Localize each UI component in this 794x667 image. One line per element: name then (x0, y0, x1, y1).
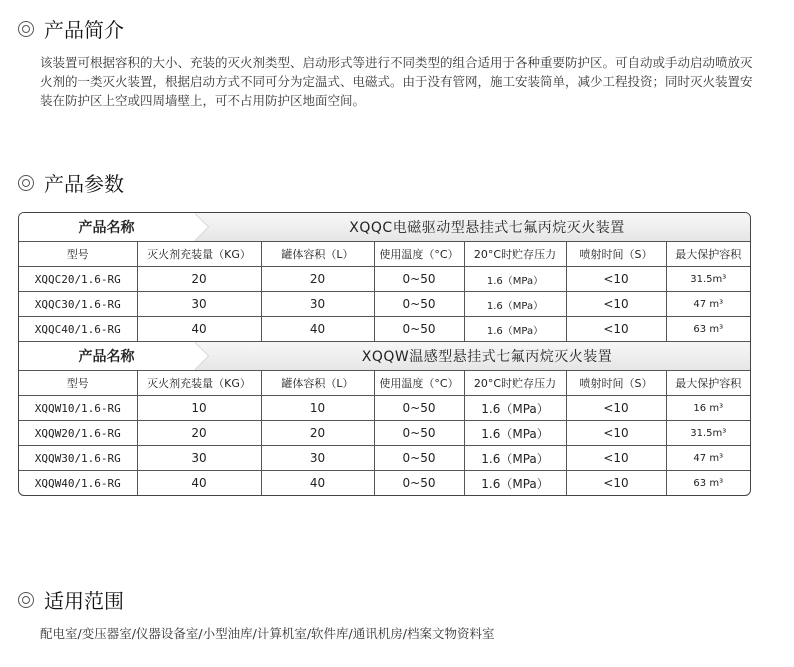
intro-title: 产品简介 (44, 18, 124, 42)
table-cell: 63 m³ (666, 317, 750, 342)
group2-title: XQQW温感型悬挂式七氟丙烷灭火装置 (361, 349, 613, 365)
product-name-label: 产品名称 (19, 213, 194, 241)
col-header: 最大保护容积 (666, 371, 750, 396)
params-heading (18, 168, 124, 197)
table-cell: 47 m³ (666, 446, 750, 471)
table-cell: <10 (566, 446, 666, 471)
table-cell: <10 (566, 471, 666, 496)
table-cell: 1.6（MPa） (464, 396, 566, 421)
table-row (19, 471, 750, 496)
model-cell: XQQC40/1.6-RG (19, 317, 137, 342)
product-name-label: 产品名称 (19, 342, 194, 370)
table-cell: 20 (137, 421, 261, 446)
bullet-circle-icon (18, 175, 34, 191)
table-row (19, 446, 750, 471)
model-cell: XQQW30/1.6-RG (19, 446, 137, 471)
group1-header-row (19, 242, 750, 267)
table-cell: 0~50 (374, 267, 464, 292)
col-header: 20°C时贮存压力 (464, 371, 566, 396)
scope-text: 配电室/变压器室/仪器设备室/小型油库/计算机室/软件库/通讯机房/档案文物资料室 (40, 626, 495, 641)
table-cell: 0~50 (374, 421, 464, 446)
table-cell: 0~50 (374, 292, 464, 317)
params-title: 产品参数 (44, 172, 124, 196)
table-row (19, 317, 750, 342)
table-cell: 20 (261, 267, 374, 292)
table-cell: 0~50 (374, 446, 464, 471)
bullet-circle-icon (18, 21, 34, 37)
col-header: 灭火剂充装量（KG） (137, 371, 261, 396)
model-cell: XQQC20/1.6-RG (19, 267, 137, 292)
table-cell: 10 (137, 396, 261, 421)
product-parameters-table (18, 212, 751, 496)
col-header: 灭火剂充装量（KG） (137, 242, 261, 267)
table-cell: <10 (566, 317, 666, 342)
model-cell: XQQW40/1.6-RG (19, 471, 137, 496)
table-row (19, 267, 750, 292)
col-header: 20°C时贮存压力 (464, 242, 566, 267)
table-cell: 63 m³ (666, 471, 750, 496)
group2-header (19, 341, 750, 370)
group1-header (19, 213, 750, 241)
table-cell: 31.5m³ (666, 421, 750, 446)
table-cell: 40 (137, 317, 261, 342)
table-cell: <10 (566, 292, 666, 317)
table-row (19, 396, 750, 421)
table-cell: 31.5m³ (666, 267, 750, 292)
bullet-circle-icon (18, 592, 34, 608)
col-header: 型号 (19, 242, 137, 267)
table-cell: 30 (137, 446, 261, 471)
table-cell: 1.6（MPa） (464, 421, 566, 446)
table-cell: 20 (137, 267, 261, 292)
table-cell: 20 (261, 421, 374, 446)
col-header: 喷射时间（S） (566, 371, 666, 396)
table-cell: 40 (261, 317, 374, 342)
intro-heading (18, 14, 124, 43)
table-cell: 0~50 (374, 396, 464, 421)
col-header: 使用温度（°C） (374, 371, 464, 396)
table-row (19, 292, 750, 317)
group1-title: XQQC电磁驱动型悬挂式七氟丙烷灭火装置 (349, 220, 625, 236)
table-cell: 1.6（MPa） (464, 317, 566, 342)
col-header: 最大保护容积 (666, 242, 750, 267)
group2-table (19, 370, 750, 495)
table-cell: 10 (261, 396, 374, 421)
table-cell: 0~50 (374, 317, 464, 342)
table-cell: 0~50 (374, 471, 464, 496)
col-header: 使用温度（°C） (374, 242, 464, 267)
table-cell: <10 (566, 421, 666, 446)
table-cell: 1.6（MPa） (464, 446, 566, 471)
table-cell: 30 (137, 292, 261, 317)
table-cell: 40 (261, 471, 374, 496)
table-cell: 1.6（MPa） (464, 267, 566, 292)
table-cell: 30 (261, 446, 374, 471)
table-cell: 16 m³ (666, 396, 750, 421)
col-header: 型号 (19, 371, 137, 396)
model-cell: XQQW10/1.6-RG (19, 396, 137, 421)
col-header: 喷射时间（S） (566, 242, 666, 267)
table-cell: 1.6（MPa） (464, 292, 566, 317)
group1-table (19, 241, 750, 341)
intro-text: 该装置可根据容积的大小、充装的灭火剂类型、启动形式等进行不同类型的组合适用于各种重要防护区。可自动或手动启动喷放灭火剂的一类灭火装置，根据启动方式不同可分为定温式、电磁式。由于没有管网，施工安装简单，减少工程投资；同时灭火装置安装在防护区上空或四周墙壁上，可不占用防护区地面空间。 (40, 55, 753, 108)
col-header: 罐体容积（L） (261, 242, 374, 267)
table-cell: 30 (261, 292, 374, 317)
table-row (19, 421, 750, 446)
col-header: 罐体容积（L） (261, 371, 374, 396)
table-cell: 1.6（MPa） (464, 471, 566, 496)
table-cell: 47 m³ (666, 292, 750, 317)
table-cell: 40 (137, 471, 261, 496)
group2-header-row (19, 371, 750, 396)
model-cell: XQQW20/1.6-RG (19, 421, 137, 446)
scope-title: 适用范围 (44, 589, 124, 613)
model-cell: XQQC30/1.6-RG (19, 292, 137, 317)
table-cell: <10 (566, 267, 666, 292)
scope-heading (18, 585, 124, 614)
table-cell: <10 (566, 396, 666, 421)
